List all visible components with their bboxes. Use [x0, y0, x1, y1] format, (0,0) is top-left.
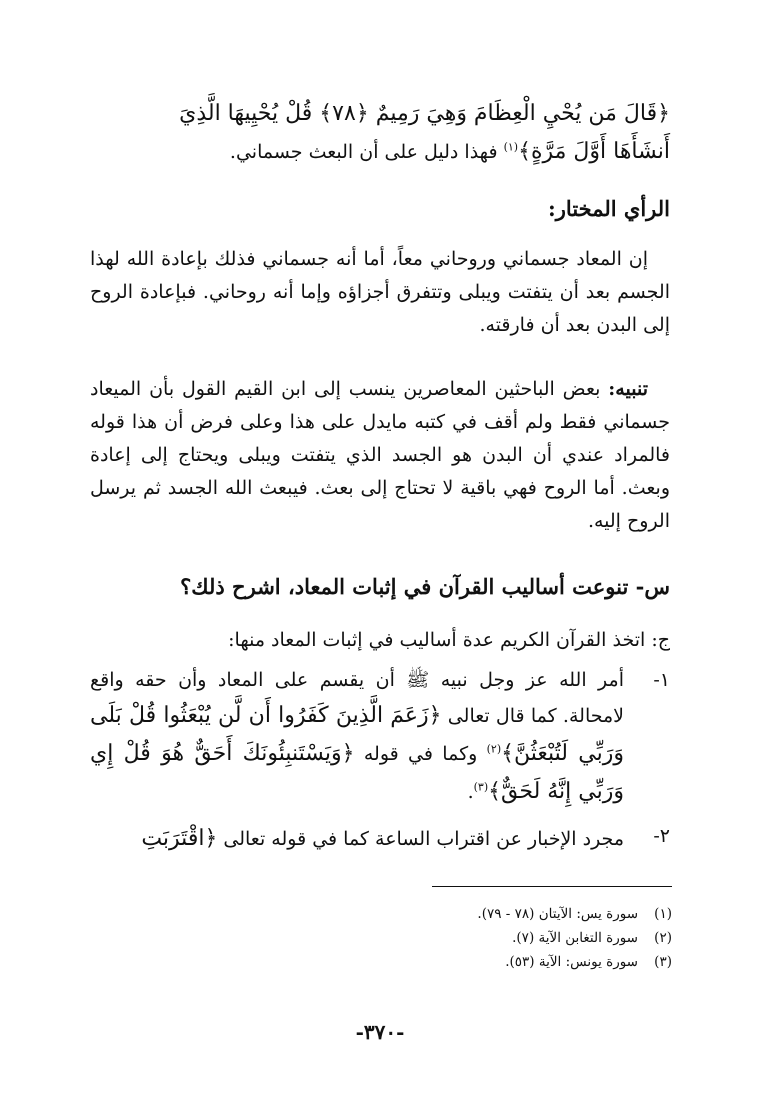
footnote [372, 926, 672, 950]
footnote-ref: (١) [503, 140, 519, 154]
footnote [372, 950, 672, 974]
question-text: س- تنوعت أساليب القرآن في إثبات المعاد، اشرح ذلك؟ [180, 574, 670, 599]
question-block [90, 574, 670, 599]
opinion-text: إن المعاد جسماني وروحاني معاً، أما أنه جسماني فذلك بإعادة الله لهذا الجسم بعد أن يتفتت ويبلى وتتفرق أجزاؤه وإما أنه روحاني. فبإعادة الروح إلى البدن بعد أن فارقته. [90, 248, 670, 336]
list-marker: ٢- [653, 825, 670, 847]
opinion-paragraph [90, 243, 670, 342]
item-text: . [467, 781, 474, 803]
footnote-separator [432, 886, 672, 887]
quran-verse: ﴿زَعَمَ الَّذِينَ كَفَرُوا أَن لَّن يُبْعَثُوا قُلْ بَلَى وَرَبِّي لَتُبْعَثُنَّ﴾ [90, 703, 625, 766]
note-label: تنبيه: [608, 378, 648, 400]
list-item [90, 820, 670, 858]
footnote-number: (٢) [654, 930, 672, 946]
footnotes [372, 902, 672, 974]
footnote-number: (١) [654, 906, 672, 922]
quran-verse: ﴿وَيَسْتَنبِئُونَكَ أَحَقٌّ هُوَ قُلْ إِي وَرَبِّي إِنَّهُ لَحَقٌّ﴾ [90, 741, 624, 804]
footnote-ref: (٢) [486, 742, 502, 756]
item-text: أمر الله عز وجل نبيه ﷺ أن يقسم على المعاد وأن حقه واقع لامحالة. كما قال تعالى [90, 669, 625, 727]
quran-verse: أَنشَأَهَا أَوَّلَ مَرَّةٍ﴾ [518, 139, 670, 164]
answer-intro: ج: اتخذ القرآن الكريم عدة أساليب في إثبات المعاد منها: [228, 629, 670, 651]
list-marker: ١- [653, 669, 670, 691]
item-text: مجرد الإخبار عن اقتراب الساعة كما في قوله تعالى [217, 828, 624, 850]
footnote-text: سورة يونس: الآية (٥٣). [505, 954, 638, 970]
section-heading-block [90, 196, 670, 221]
footnote-text: سورة التغابن الآية (٧). [512, 930, 638, 946]
intro-text: فهذا دليل على أن البعث جسماني. [229, 141, 504, 163]
item-text: وكما في قوله [354, 743, 487, 765]
quran-verse: ﴿قَالَ مَن يُحْيِ الْعِظَامَ وَهِيَ رَمِيمٌ ﴿٧٨﴾ قُلْ يُحْيِيهَا الَّذِيَ [179, 101, 670, 126]
list-item [90, 664, 670, 811]
note-paragraph [90, 373, 670, 538]
footnote-text: سورة يس: الآيتان (٧٨ - ٧٩). [477, 906, 638, 922]
page-number: -٣٧٠- [355, 1020, 405, 1044]
section-heading: الرأي المختار: [548, 196, 670, 221]
intro-paragraph [90, 95, 670, 171]
note-text: بعض الباحثين المعاصرين ينسب إلى ابن القيم القول بأن الميعاد جسماني فقط ولم أقف في كتبه مايدل على هذا وعلى فرض أن هذا قوله فالمراد عندي أن البدن هو الجسد الذي يتفتت ويبلى ويحتاج إلى إعادة وبعث. أما الروح فهي باقية لا تحتاج إلى بعث. فيبعث الله الجسد ثم يرسل الروح إليه. [90, 378, 670, 532]
footnote-number: (٣) [654, 954, 672, 970]
footnote [372, 902, 672, 926]
answer-block [90, 624, 670, 657]
footnote-ref: (٣) [473, 780, 489, 794]
quran-verse: ﴿اقْتَرَبَتِ [141, 826, 218, 851]
